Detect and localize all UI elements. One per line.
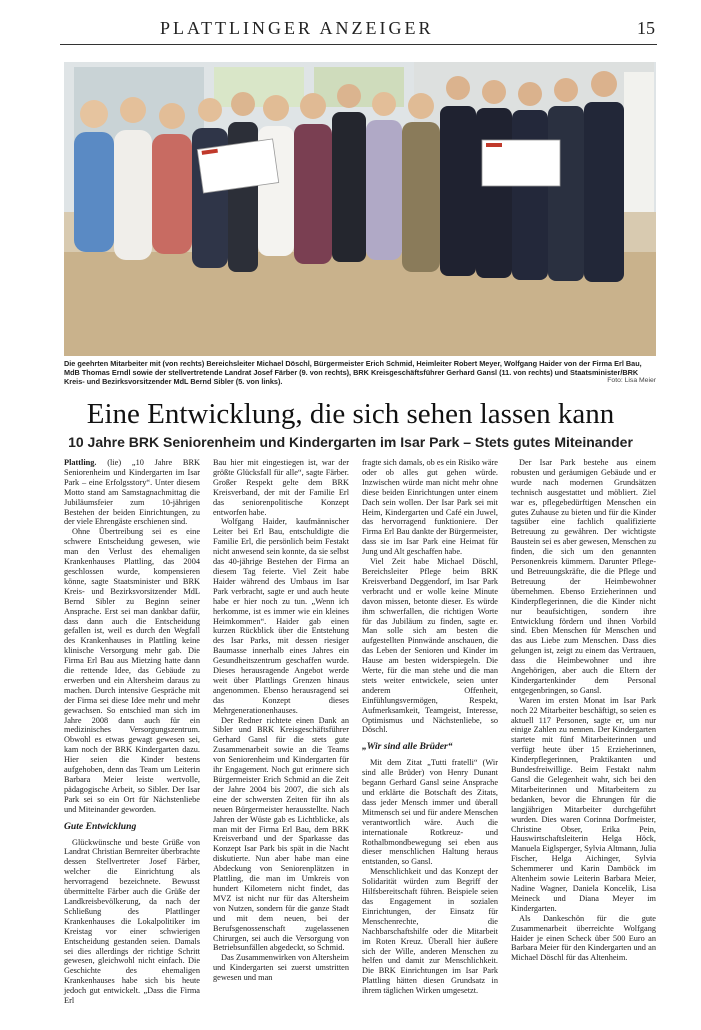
page-number: 15 [637, 18, 655, 38]
paragraph: Der Isar Park bestehe aus einem robusten und geräumigen Gebäude und er wurde nach modernen Grundsätzen technisch ausgestattet und möbliert. Ziel war es, pflegebedürftigen Menschen ein gutes Zuhause zu bieten und für die Kinder tagsüber eine fachlich qualifizierte Betreuung zu gewähren. Der wichtigste Baustein sei es aber gewesen, Menschen zu finden, die sich um den genannten Personenkreis kümmern. Darunter Pflege- und Betreuungskräfte, die die Pflege und Betreuung der Heimbewohner übernehmen. Ebenso Erzieherinnen und Kinderpflegerinnen, die die Kinder nicht nur beaufsichtigen, sondern ihre Entwicklung fördern und ihnen Vorbild sind. Eben Menschen für Menschen und das aus Liebe zum Menschen. Dass dies gelungen ist, zeigt zu einem das Vertrauen, dass die Heimbewohner und ihre Angehörigen, aber auch die Eltern der Kindergartenkinder dem Personal entgegenbringen, so Gansl. [511, 458, 656, 695]
article-column-4 [511, 458, 656, 963]
section-heading: „Wir sind alle Brüder“ [362, 741, 453, 753]
article-subheadline: 10 Jahre BRK Seniorenheim und Kindergarten im Isar Park – Stets gutes Miteinander [68, 434, 633, 450]
dateline: Plattling. [64, 458, 97, 467]
paragraph: Bau hier mit eingestiegen ist, war der größte Glücksfall für alle“, sagte Färber. Großer Respekt gelte dem BRK Kreisverband, der mit der Familie Erl das seniorenpolitische Konzept entworfen habe. [213, 458, 349, 517]
photo-caption: Die geehrten Mitarbeiter mit (von rechts) Bereichsleiter Michael Döschl, Bürgermeister Erich Schmid, Heimleiter Robert Meyer, Wolfgang Haider von der Firma Erl Bau, MdB Thomas Erndl sowie der stellvertretende Landrat Josef Färber (9. von rechts), BRK Kreisgeschäftsführer Gerhard Gansl (11. von rechts) und Staatsminister/BRK Kreis- und Bezirksvorsitzender MdL Bernd Sibler (5. von links). [64, 359, 642, 387]
group-photo [64, 62, 656, 356]
paragraph-text: (lie) „10 Jahre BRK Seniorenheim und Kindergarten im Isar Park – eine Erfolgsstory“. Unter diesem Motto stand am Samstagnachmittag die Jubiläumsfeier zum 10-jährigen Bestehen der beiden Einrichtungen, zu der viele Ehrengäste erschienen sind. [64, 458, 200, 527]
article-column-1 [64, 458, 200, 1006]
article-column-3 [362, 458, 498, 996]
paragraph: Menschlichkeit und das Konzept der Solidarität würden zum Begriff der Hilfsbereitschaft führen. Beispiele seien das Engagement in sozialen Einrichtungen, der Einsatz für Menschenrechte, die Nachbarschaftshilfe oder die Mitarbeit im Roten Kreuz. Überall hier äußere sich der Wille, anderen Menschen zu helfen und damit zur Menschlichkeit. Die BRK Einrichtungen im Isar Park Plattling hätten diesen Grundsatz in ihrem täglichen Wirken umgesetzt. [362, 867, 498, 996]
header-rule [60, 44, 657, 45]
photo-credit: Foto: Lisa Meier [607, 377, 656, 384]
paragraph: Mit dem Zitat „Tutti fratelli“ (Wir sind alle Brüder) von Henry Dunant begann Gerhard Gansl seine Ansprache und erklärte die Botschaft des Zitats, dass jeder Mensch immer und überall Mitmensch sei und für andere Menschen verantwortlich wäre. Auch die internationale Rotkreuz- und Rothalbmondbewegung sei eben aus dieser menschlichen Haltung heraus entstanden, so Gansl. [362, 758, 498, 867]
paragraph: Glückwünsche und beste Grüße von Landrat Christian Bernreiter überbrachte dessen Stellvertreter Josef Färber, welcher die Einrichtung als hervorragend bezeichnete. Bewusst übermittelte Färber auch die Grüße der Landkreisbevölkerung, da nach der Schließung des Plattlinger Krankenhauses die Lokalpolitiker im Kreistag vor einer schwierigen Entscheidung gestanden seien. Damals sei dies allerdings der richtige Schritt gewesen, gleichwohl nicht einfach. Die Geschichte des ehemaligen Krankenhauses habe sich bis heute jedoch gut entwickelt. „Dass die Firma Erl [64, 837, 200, 1006]
paragraph: Der Redner richtete einen Dank an Sibler und BRK Kreisgeschäftsführer Gerhard Gansl für die stets gute Zusammenarbeit sowie an die Teams von Seniorenheim und Kindergarten für ihr Engagement. Noch gut erinnere sich Bürgermeister Erich Schmid an die Zeit der Jahre 2004 bis 2007, die sich als eine der schwersten Zeiten für ihn als neuen Bürgermeister herausstellte. Nach Jahren der Wüste gab es Lichtblicke, als man mit der Firma Erl Bau, dem BRK Kreisverband und der Sparkasse das Konzept Isar Park bis spät in die Nacht diskutierte. Nun aber habe man eine Abdeckung von Seniorenplätzen in Plattling, die man im Umkreis von hundert Kilometern nicht findet, das MVZ ist nicht nur für das Altersheim von Nutzen, sondern für die ganze Stadt und mit dem neuen, bei der Berufsgenossenschaft zugelassenen Chirurgen, sei auch die Versorgung von Betriebsunfällen abgedeckt, so Schmid. [213, 715, 349, 953]
paragraph: Als Dankeschön für die gute Zusammenarbeit überreichte Wolfgang Haider je einen Scheck über 500 Euro an Barbara Meier für den Kindergarten und an Michael Döschl für das Altenheim. [511, 913, 656, 963]
group-photo-illustration [64, 62, 656, 356]
paragraph: fragte sich damals, ob es ein Risiko wäre oder ob alles gut gehen würde. Inzwischen würde man nicht mehr ohne diese beiden Einrichtungen unter einem Dach sein wollen. Der Isar Park sei mit Heim, Kindergarten und Café ein Juwel, das hervorragend funktioniere. Der Firma Erl Bau dankte der Bürgermeister, dass sie im Isar Park eine Heimat für Jung und Alt geschaffen habe. [362, 458, 498, 557]
paragraph: Wolfgang Haider, kaufmännischer Leiter bei Erl Bau, entschuldigte die Familie Erl, die persönlich beim Festakt nicht anwesend sein konnte, da sie selbst das 40-jährige Bestehen der Firma an diesem Tag feierte. Viel Zeit habe Haider während des Umbaus im Isar Park verbracht, sagte er und auch heute habe er hier noch zu tun. „Wenn ich herkomme, ist es immer wie ein kleines Heimkommen“. Haider gab einen kurzen Rückblick über die Entstehung des Isar Parks, mit dessen riesiger Baumasse innerhalb eines Jahres ein Gesundheitszentrum geschaffen wurde. Dieses herausragende Angebot werde weit über Plattlings Grenzen hinaus angenommen. Ebenso herausragend sei das Konzept dieses Mehrgenerationenhauses. [213, 517, 349, 715]
paragraph: Ohne Übertreibung sei es eine schwere Entscheidung gewesen, wie man den Verlust des ehemaligen Krankenhauses Plattling, das 2004 geschlossen wurde, kompensieren könne, sagte Staatsminister und BRK Kreis- und Bezirksvorsitzender MdL Bernd Sibler zu Beginn seiner Ansprache. Erst sei man dankbar dafür, dass dann auch die Entscheidung gefallen ist, weil es durch den Wegfall des Krankenhauses in Plattling keine klinische Versorgung mehr gab. Die Firma Erl Bau aus Mietzing hatte dann die rettende Idee, das Gebäude zu erwerben und ein Altersheim daraus zu machen. Durch intensive Gespräche mit der Firma sei diese Idee mehr und mehr gewachsen. So entschied man sich im Jahre 2008 dann auch für ein medizinisches Versorgungszentrum. Obwohl es etwas gewagt gewesen sei, kam noch der BRK Kindergarten dazu. Hier seien die Kinder bestens aufgehoben, denn das Team um Leiterin Barbara Meier leiste wertvolle, pädagogische Arbeit, so Sibler. Der Isar Park sei so ein Ort für Nächstenliebe und Miteinander geworden. [64, 527, 200, 814]
article-column-2 [213, 458, 349, 983]
article-headline: Eine Entwicklung, die sich sehen lassen kann [86, 398, 615, 430]
paragraph: Das Zusammenwirken von Altersheim und Kindergarten sei zuerst umstritten gewesen und man [213, 953, 349, 983]
donation-check-right [482, 140, 560, 186]
section-heading: Gute Entwicklung [64, 820, 137, 832]
paragraph: Viel Zeit habe Michael Döschl, Bereichsleiter Pflege beim BRK Kreisverband Deggendorf, im Isar Park verbracht und er wolle keine Minute davon missen, betonte dieser. Es würde ihm schwerfallen, die richtigen Worte für das Jubiläum zu finden, sagte er. Man solle sich am besten die aufgestellten Pinnwände anschauen, die das Leben der Senioren und Kinder im Hause am besten widerspiegeln. Die Werte, für die man stehe und die man stets weiter entwickele, seien unter anderem Offenheit, Einfühlungsvermögen, Respekt, Aufmerksamkeit, Teamgeist, Interesse, Optimismus und Nächstenliebe, so Döschl. [362, 557, 498, 735]
masthead [0, 18, 701, 46]
paragraph: Waren im ersten Monat im Isar Park noch 22 Mitarbeiter beschäftigt, so seien es aktuell 117 Personen, sagte er, um nur einige Zahlen zu nennen. Der Kindergarten startete mit fünf Mitarbeiterinnen und verfügt heute über 15 Erzieherinnen, Kinderpflegerinnen, Praktikanten und Bundesfreiwillige. Beim Festakt nahm Gansl die Gelegenheit wahr, sich bei den Mitarbeiterinnen und Mitarbeitern zu bedanken, bevor die Ehrungen für die langjährigen Mitarbeiter durchgeführt wurden. Dies waren Corinna Dorfmeister, Christine Obser, Erika Pein, Hauswirtschaftsleiterin Helga Höck, Manuela Eiglsperger, Sylvia Altmann, Julia Fischer, Helga Aichinger, Sylvia Schemmerer und Karin Damböck im Altenheim sowie Leiterin Barbara Meier, Nadine Wagner, Daniela Koncelik, Lisa Meineck und Diana Meyer im Kindergarten. [511, 695, 656, 913]
newspaper-name: PLATTLINGER ANZEIGER [160, 18, 434, 38]
paragraph [64, 458, 200, 527]
